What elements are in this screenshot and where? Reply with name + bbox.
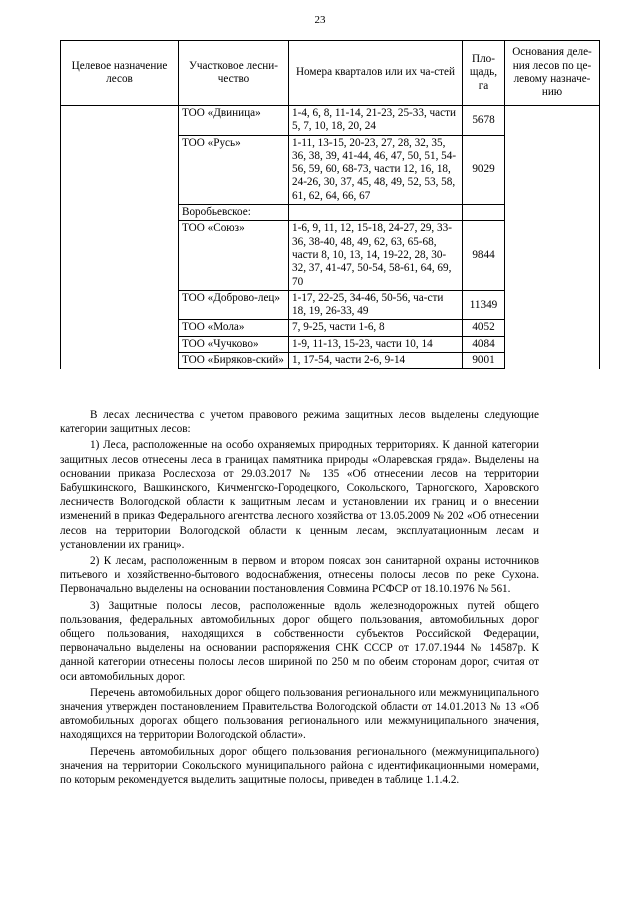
body-text bbox=[60, 408, 539, 787]
quarters-cell: 1-11, 13-15, 20-23, 27, 28, 32, 35, 36, 38, 39, 41-44, 46, 47, 50, 51, 54-56, 59, 60, 68-73, части 12, 16, 18, 24-26, 30, 37, 45, 48, 49, 52, 53, 58, 61, 62, 64, 66, 67 bbox=[289, 135, 463, 204]
header-area: Пло-щадь, га bbox=[463, 41, 505, 106]
quarters-cell: 1-9, 11-13, 15-23, части 10, 14 bbox=[289, 336, 463, 352]
area-cell: 5678 bbox=[463, 106, 505, 136]
quarters-cell: 1-4, 6, 8, 11-14, 21-23, 25-33, части 5, 7, 10, 18, 20, 24 bbox=[289, 106, 463, 136]
quarters-cell: 1, 17-54, части 2-6, 9-14 bbox=[289, 353, 463, 369]
area-cell: 4084 bbox=[463, 336, 505, 352]
paragraph-road-list-sokol: Перечень автомобильных дорог общего пользования регионального (межмуниципального) значения на территории Сокольского муниципального района с идентификационными номерами, по которым рекомендуется выделить защитные полосы, приведен в таблице 1.1.4.2. bbox=[60, 745, 539, 787]
district-cell: ТОО «Союз» bbox=[179, 221, 289, 290]
district-cell: ТОО «Русь» bbox=[179, 135, 289, 204]
quarters-cell: 1-6, 9, 11, 12, 15-18, 24-27, 29, 33-36, 38-40, 48, 49, 62, 63, 65-68, части 8, 10, 13, 14, 19-22, 28, 30-32, 37, 41-47, 50-54, 58-61, 64, 69, 70 bbox=[289, 221, 463, 290]
header-basis: Основания деле-ния лесов по це-левому назначе-нию bbox=[505, 41, 600, 106]
paragraph-road-list: Перечень автомобильных дорог общего пользования регионального или межмуниципального значения утвержден постановлением Правительства Вологодской области от 14.01.2013 № 13 «Об автомобильных дорогах общего пользования регионального или межмуниципального значения, находящихся на территории Вологодской области». bbox=[60, 686, 539, 742]
quarters-cell: 1-17, 22-25, 34-46, 50-56, ча-сти 18, 19, 26-33, 49 bbox=[289, 290, 463, 320]
basis-cell bbox=[505, 106, 600, 369]
area-cell bbox=[463, 205, 505, 221]
paragraph-intro: В лесах лесничества с учетом правового режима защитных лесов выделены следующие категории защитных лесов: bbox=[60, 409, 539, 436]
paragraph-category-3: 3) Защитные полосы лесов, расположенные вдоль железнодорожных путей общего пользования, федеральных автомобильных дорог общего пользования, автомобильных дорог общего пользования, находящихся в собственности субъектов Российской Федерации, первоначально выделены на основании распоряжения СНК СССР от 17.07.1944 № 14587р. К данной категории отнесены полосы лесов шириной по 250 м по обеим сторонам дорог, считая от оси автомобильных дорог. bbox=[60, 599, 539, 683]
header-district: Участковое лесни-чество bbox=[179, 41, 289, 106]
table-header-row bbox=[61, 41, 600, 106]
header-quarters: Номера кварталов или их ча-стей bbox=[289, 41, 463, 106]
district-cell: ТОО «Чучково» bbox=[179, 336, 289, 352]
protective-forests-table bbox=[60, 40, 600, 369]
paragraph-category-1: 1) Леса, расположенные на особо охраняемых природных территориях. К данной категории защитных лесов отнесены леса в границах памятника природы «Оларевская гряда». Выделены на основании приказа Рослесхоза от 29.03.2017 № 135 «Об отнесении лесов на территории Бабушкинского, Вашкинского, Кичменгско-Городецкого, Сокольского, Тарногского, Харовского лесничеств Вологодской области к защитным лесам и установлении их границ и о внесении изменений в приказ Федерального агентства лесного хозяйства от 13.05.2009 № 202 «Об отнесении лесов на территории Вологодской области к ценным лесам, эксплуатационным лесам и установлении их границ». bbox=[60, 439, 539, 551]
district-cell: Воробьевское: bbox=[179, 205, 289, 221]
area-cell: 11349 bbox=[463, 290, 505, 320]
page-number: 23 bbox=[314, 14, 326, 26]
table-row bbox=[61, 106, 600, 136]
district-cell: ТОО «Доброво-лец» bbox=[179, 290, 289, 320]
header-purpose: Целевое назначение лесов bbox=[61, 41, 179, 106]
district-cell: ТОО «Двиница» bbox=[179, 106, 289, 136]
area-cell: 9844 bbox=[463, 221, 505, 290]
quarters-cell bbox=[289, 205, 463, 221]
district-cell: ТОО «Мола» bbox=[179, 320, 289, 336]
quarters-cell: 7, 9-25, части 1-6, 8 bbox=[289, 320, 463, 336]
area-cell: 4052 bbox=[463, 320, 505, 336]
district-cell: ТОО «Биряков-ский» bbox=[179, 353, 289, 369]
area-cell: 9001 bbox=[463, 353, 505, 369]
paragraph-category-2: 2) К лесам, расположенным в первом и втором поясах зон санитарной охраны источников питьевого и хозяйственно-бытового водоснабжения, отнесены полосы лесов по реке Сухона. Первоначально выделены на основании постановления Совмина РСФСР от 18.10.1976 № 561. bbox=[60, 555, 539, 596]
purpose-cell bbox=[61, 106, 179, 369]
area-cell: 9029 bbox=[463, 135, 505, 204]
